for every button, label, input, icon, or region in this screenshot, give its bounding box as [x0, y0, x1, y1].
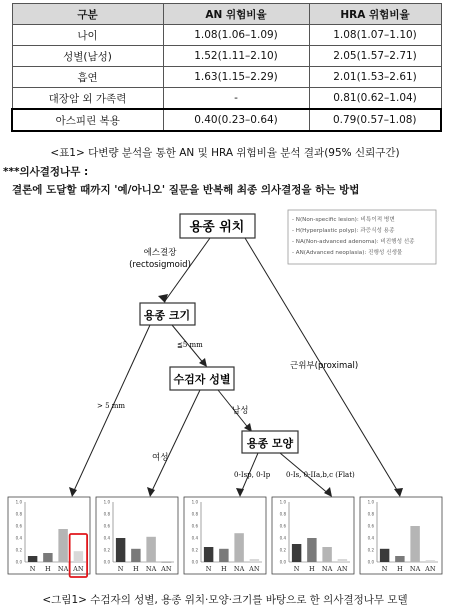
- y-tick-label: 0.6: [279, 523, 286, 529]
- row-label: 흡연: [12, 67, 163, 88]
- y-tick-label: 0.2: [191, 547, 198, 553]
- y-tick-label: 0.6: [15, 523, 22, 529]
- y-tick-label: 0.2: [15, 547, 22, 553]
- bar-n: [204, 547, 213, 562]
- y-tick-label: 0.8: [279, 511, 286, 517]
- leaf-bar-chart: [184, 497, 266, 574]
- bar-h: [395, 556, 404, 562]
- row-label: 대장암 외 가족력: [12, 88, 163, 110]
- x-tick-label: NA: [409, 565, 421, 573]
- x-tick-label: AN: [161, 565, 172, 573]
- leaf-bar-chart: [96, 497, 178, 574]
- section-description: 결론에 도달할 때까지 '예/아니오' 질문을 반복해 최종 의사결정을 하는 방법: [12, 184, 360, 196]
- x-tick-label: NA: [321, 565, 333, 573]
- row-an-value: 1.52(1.11–2.10): [163, 46, 309, 67]
- bar-an: [426, 560, 435, 562]
- leaf-bar-chart: [272, 497, 354, 574]
- row-hra-value: 0.81(0.62–1.04): [309, 88, 441, 110]
- node-size: [140, 303, 195, 325]
- legend-item: - N(Non-specific lesion): 비특이적 병변: [292, 217, 395, 223]
- bar-na: [410, 526, 419, 562]
- x-tick-label: AN: [337, 565, 348, 573]
- y-tick-label: 0.6: [191, 523, 198, 529]
- y-tick-label: 1.0: [15, 499, 22, 505]
- row-label: 아스피린 복용: [12, 109, 163, 131]
- leaf-bar-charts: [8, 497, 442, 577]
- y-tick-label: 0.6: [367, 523, 374, 529]
- table-header-row: [12, 4, 441, 25]
- y-tick-label: 1.0: [279, 499, 286, 505]
- section-title: ***의사결정나무 :: [3, 166, 89, 178]
- edge-label-gt5: > 5 mm: [97, 402, 126, 410]
- bar-n: [380, 549, 389, 562]
- bar-h: [43, 553, 52, 562]
- bar-an: [250, 559, 259, 562]
- bar-n: [292, 544, 301, 562]
- x-tick-label: N: [117, 565, 124, 573]
- y-tick-label: 0.2: [279, 547, 286, 553]
- row-label: 성별(남성): [12, 46, 163, 67]
- x-tick-label: N: [381, 565, 388, 573]
- x-tick-label: AN: [425, 565, 436, 573]
- node-shape: [242, 431, 298, 453]
- svg-text:용종 크기: 용종 크기: [143, 309, 191, 322]
- x-tick-label: NA: [233, 565, 245, 573]
- node-sex: [170, 367, 234, 390]
- y-tick-label: 0.8: [15, 511, 22, 517]
- bar-na: [146, 537, 155, 562]
- legend-item: - H(Hyperplastic polyp): 과증식성 용종: [292, 228, 395, 234]
- x-tick-label: N: [293, 565, 300, 573]
- row-hra-value: 0.79(0.57–1.08): [309, 109, 441, 131]
- y-tick-label: 0.8: [103, 511, 110, 517]
- bar-n: [28, 556, 37, 562]
- y-tick-label: 0.2: [367, 547, 374, 553]
- edge-label-rectosigmoid: 에스결장: [143, 248, 177, 258]
- y-tick-label: 0.4: [279, 535, 286, 541]
- edge-label-le5: ≦5 mm: [177, 341, 203, 349]
- edge-label-proximal: 근위부(proximal): [290, 361, 359, 371]
- y-tick-label: 0.8: [191, 511, 198, 517]
- y-tick-label: 0.0: [279, 559, 286, 565]
- x-tick-label: N: [205, 565, 212, 573]
- tree-arrowheads: [69, 294, 403, 497]
- y-tick-label: 0.4: [367, 535, 374, 541]
- bar-h: [307, 538, 316, 562]
- bar-n: [116, 538, 125, 562]
- table-row: [12, 67, 441, 88]
- legend-item: - AN(Advanced neoplasia): 진행성 신생물: [292, 250, 403, 256]
- y-tick-label: 0.0: [103, 559, 110, 565]
- header-an: AN 위험비율: [163, 4, 309, 25]
- y-tick-label: 0.4: [103, 535, 110, 541]
- x-tick-label: H: [221, 565, 227, 573]
- bar-h: [131, 549, 140, 562]
- y-tick-label: 0.4: [191, 535, 198, 541]
- leaf-bar-chart: [8, 497, 90, 577]
- x-tick-label: H: [133, 565, 139, 573]
- svg-text:용종 모양: 용종 모양: [246, 437, 294, 450]
- x-tick-label: AN: [73, 565, 84, 573]
- table-row: [12, 46, 441, 67]
- risk-ratio-table: [11, 3, 442, 132]
- svg-text:용종 위치: 용종 위치: [189, 220, 245, 235]
- y-tick-label: 0.8: [367, 511, 374, 517]
- y-tick-label: 0.2: [103, 547, 110, 553]
- x-tick-label: H: [45, 565, 51, 573]
- row-hra-value: 1.08(1.07–1.10): [309, 25, 441, 46]
- y-tick-label: 0.0: [367, 559, 374, 565]
- bar-an: [338, 559, 347, 562]
- edge-label-female: 여성: [152, 453, 169, 463]
- y-tick-label: 0.6: [103, 523, 110, 529]
- bar-h: [219, 549, 228, 562]
- edge-label-shape-a: 0-Isp, 0-Ip: [234, 471, 271, 479]
- row-hra-value: 2.01(1.53–2.61): [309, 67, 441, 88]
- x-tick-label: NA: [145, 565, 157, 573]
- table-row: [12, 25, 441, 46]
- x-tick-label: AN: [249, 565, 260, 573]
- row-an-value: 0.40(0.23–0.64): [163, 109, 309, 131]
- y-tick-label: 1.0: [103, 499, 110, 505]
- edge-label-rectosigmoid: (rectosigmoid): [129, 260, 191, 270]
- x-tick-label: H: [397, 565, 403, 573]
- legend: [288, 210, 436, 264]
- leaf-bar-chart: [360, 497, 442, 574]
- x-tick-label: H: [309, 565, 315, 573]
- bar-na: [58, 529, 67, 562]
- y-tick-label: 0.0: [15, 559, 22, 565]
- edge-label-male: 남성: [232, 406, 249, 416]
- y-tick-label: 0.4: [15, 535, 22, 541]
- y-tick-label: 0.0: [191, 559, 198, 565]
- y-tick-label: 1.0: [367, 499, 374, 505]
- row-an-value: -: [163, 88, 309, 110]
- table-row-highlighted: [12, 109, 441, 131]
- svg-text:수검자 성별: 수검자 성별: [173, 373, 231, 386]
- table-caption: <표1> 다변량 분석을 통한 AN 및 HRA 위험비율 분석 결과(95% 신뢰구간): [50, 147, 400, 159]
- y-tick-label: 1.0: [191, 499, 198, 505]
- edge-label-shape-b: 0-Is, 0-IIa,b,c (Flat): [286, 471, 355, 479]
- row-an-value: 1.63(1.15–2.29): [163, 67, 309, 88]
- x-tick-label: N: [29, 565, 36, 573]
- row-hra-value: 2.05(1.57–2.71): [309, 46, 441, 67]
- row-label: 나이: [12, 25, 163, 46]
- bar-na: [322, 547, 331, 562]
- header-hra: HRA 위험비율: [309, 4, 441, 25]
- figure-caption: <그림1> 수검자의 성별, 용종 위치·모양·크기를 바탕으로 한 의사결정나무 모델: [42, 594, 408, 606]
- header-category: 구분: [12, 4, 163, 25]
- node-root: [180, 214, 255, 238]
- row-an-value: 1.08(1.06–1.09): [163, 25, 309, 46]
- decision-tree-figure: [0, 205, 450, 591]
- bar-an: [74, 551, 83, 562]
- table-row: [12, 88, 441, 110]
- x-tick-label: NA: [57, 565, 69, 573]
- legend-item: - NA(Non-advanced adenoma): 비진행성 선종: [292, 239, 415, 245]
- bar-na: [234, 533, 243, 562]
